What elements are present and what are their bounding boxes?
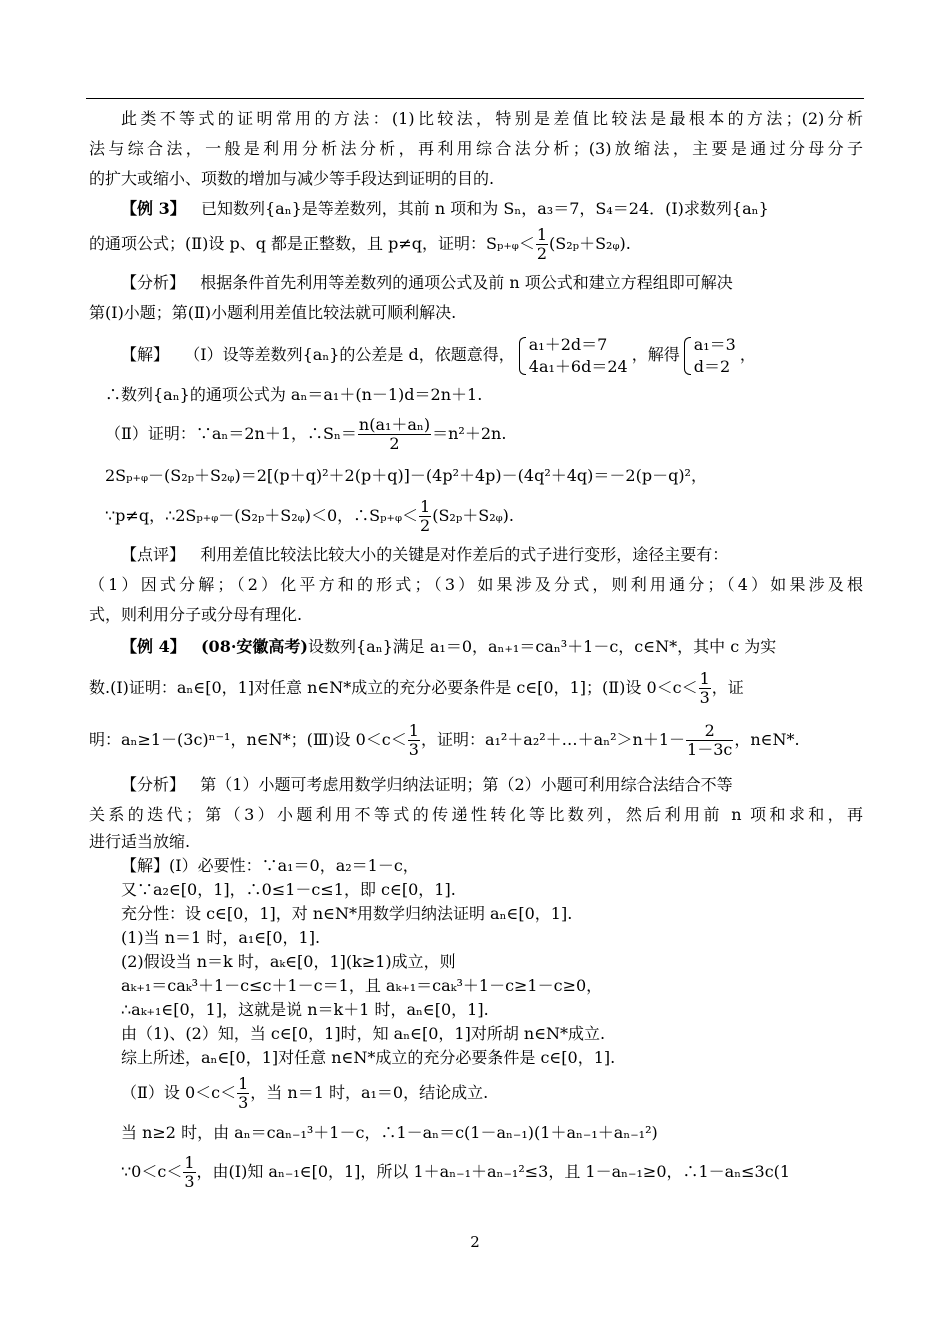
comment-3-line-2: （1）因式分解；（2）化平方和的形式；（3）如果涉及分式，则利用通分；（4）如果涉及根	[89, 575, 863, 594]
fraction-numerator: 1	[699, 668, 710, 688]
analysis-4-text: 第（1）小题可考虑用数学归纳法证明；第（2）小题可利用综合法结合不等	[200, 775, 733, 794]
fraction-denominator: 3	[699, 688, 710, 707]
solution-4-text: ，当 n＝1 时，a₁＝0，结论成立.	[250, 1083, 489, 1102]
example-4-text: ，证	[711, 678, 744, 697]
fraction	[183, 1154, 195, 1192]
example-4-line-3	[89, 714, 863, 766]
fraction	[358, 416, 431, 454]
analysis-3-line-1	[89, 268, 863, 298]
example-3-line-2	[89, 224, 863, 264]
example-4-text: ，证明：a₁²＋a₂²＋…＋aₙ²＞n＋1－	[420, 730, 686, 749]
fraction-denominator: 3	[408, 740, 419, 759]
fraction-denominator: 2	[389, 434, 400, 453]
analysis-3-tag: 【分析】	[121, 273, 186, 292]
page-number: 2	[470, 1233, 480, 1251]
equation: a₁＋2d＝7	[528, 334, 608, 354]
fraction	[699, 670, 711, 708]
solution-3-line-4: 2Sₚ₊ᵩ－(S₂ₚ＋S₂ᵩ)＝2[(p＋q)²＋2(p＋q)]－(4p²＋4p)－(4q²＋4q)＝－2(p－q)²，	[105, 466, 707, 485]
analysis-4-tag: 【分析】	[121, 775, 186, 794]
solution-4-part-2-line-3	[89, 1150, 863, 1194]
example-3-tag: 【例 3】	[121, 199, 186, 218]
example-3-text-3: (S₂ₚ＋S₂ᵩ).	[549, 234, 631, 253]
solution-4-line-2: 又∵a₂∈[0，1]，∴0≤1－c≤1，即 c∈[0，1].	[121, 880, 456, 899]
solution-4-line-1: 【解】(Ⅰ）必要性：∵a₁＝0，a₂＝1－c，	[121, 856, 419, 875]
example-3-text: 已知数列{aₙ}是等差数列，其前 n 项和为 Sₙ，a₃＝7，S₄＝24．(Ⅰ)求数列{aₙ}	[200, 199, 769, 218]
fraction-numerator: 1	[408, 720, 419, 740]
example-4-line-2	[89, 662, 863, 714]
fraction	[686, 722, 733, 760]
comment-3-line-1	[89, 540, 863, 570]
intro-line-1: 此类不等式的证明常用的方法：(1)比较法，特别是差值比较法是最根本的方法；(2)分析	[121, 109, 863, 128]
intro-line-3: 的扩大或缩小、项数的增加与减少等手段达到证明的目的.	[89, 169, 495, 188]
fraction-denominator: 3	[238, 1093, 249, 1112]
example-4-tag: 【例 4】	[121, 637, 186, 656]
fraction-numerator: n(a₁＋aₙ)	[358, 414, 431, 434]
example-4-line-1	[89, 632, 863, 662]
solution-3-line-1	[89, 330, 863, 380]
solution-4-text: （Ⅱ）设 0＜c＜	[121, 1083, 237, 1102]
page-content	[89, 104, 863, 1194]
analysis-3-text: 根据条件首先利用等差数列的通项公式及前 n 项公式和建立方程组即可解决	[200, 273, 733, 292]
analysis-4-line-2: 关系的迭代；第（3）小题利用不等式的传递性转化等比数列，然后利用前 n 项和求和，再	[89, 805, 863, 824]
example-3-line-1	[89, 194, 863, 224]
equation-system-1	[519, 334, 628, 378]
solution-4-part-2-line-2: 当 n≥2 时，由 aₙ＝caₙ₋₁³＋1－c，∴1－aₙ＝c(1－aₙ₋₁)(1＋aₙ₋₁＋aₙ₋₁²)	[121, 1123, 658, 1142]
solution-4-text: ，由(Ⅰ)知 aₙ₋₁∈[0，1]，所以 1＋aₙ₋₁＋aₙ₋₁²≤3，且 1－aₙ₋₁≥0，∴1－aₙ≤3c(1	[196, 1162, 791, 1181]
solution-3-text: ∵p≠q，∴2Sₚ₊ᵩ－(S₂ₚ＋S₂ᵩ)＜0，∴Sₚ₊ᵩ＜	[105, 506, 419, 525]
fraction	[536, 226, 548, 264]
fraction-numerator: 1	[536, 224, 548, 244]
equation: a₁＝3	[693, 334, 736, 354]
equation: 4a₁＋6d＝24	[528, 356, 628, 376]
solution-3-text: ＝n²＋2n.	[432, 424, 507, 443]
fraction-numerator: 1	[238, 1073, 249, 1093]
comment-3-tag: 【点评】	[121, 545, 186, 564]
fraction-denominator: 2	[420, 516, 431, 535]
fraction-denominator: 3	[184, 1172, 195, 1191]
example-4-text: 数.(Ⅰ)证明：aₙ∈[0，1]对任意 n∈N*成立的充分必要条件是 c∈[0，1]；(Ⅱ)设 0＜c＜	[89, 678, 698, 697]
solution-3-text: ，解得	[631, 345, 680, 364]
analysis-3-line-2: 第(Ⅰ)小题；第(Ⅱ)小题利用差值比较法就可顺利解决.	[89, 303, 457, 322]
intro-line-2: 法与综合法，一般是利用分析法分析，再利用综合法分析；(3)放缩法，主要是通过分母分子	[89, 139, 863, 158]
fraction	[237, 1075, 249, 1113]
comment-3-text: 利用差值比较法比较大小的关键是对作差后的式子进行变形，途径主要有：	[200, 545, 729, 564]
header-rule	[86, 98, 864, 99]
solution-4-text: ∵0＜c＜	[121, 1162, 183, 1181]
solution-4-part-2-line-1	[89, 1070, 863, 1116]
fraction	[408, 722, 420, 760]
example-4-text: 设数列{aₙ}满足 a₁＝0，aₙ₊₁＝caₙ³＋1－c，c∈N*，其中 c 为实	[307, 637, 777, 656]
solution-4-line-9: 综上所述，aₙ∈[0，1]对任意 n∈N*成立的充分必要条件是 c∈[0，1].	[121, 1048, 616, 1067]
solution-4-line-7: ∴aₖ₊₁∈[0，1]，这就是说 n＝k＋1 时，aₙ∈[0，1].	[121, 1000, 489, 1019]
solution-4-line-3: 充分性：设 c∈[0，1]，对 n∈N*用数学归纳法证明 aₙ∈[0，1].	[121, 904, 573, 923]
solution-3-line-5	[89, 494, 863, 538]
fraction-denominator: 2	[536, 244, 548, 263]
example-4-text: ，n∈N*.	[734, 730, 800, 749]
fraction-denominator: 1－3c	[687, 740, 733, 759]
solution-4-line-4: (1)当 n＝1 时，a₁∈[0，1].	[121, 928, 321, 947]
equation: d＝2	[693, 356, 731, 376]
comment-3-line-3: 式，则利用分子或分母有理化.	[89, 605, 303, 624]
analysis-4-line-3: 进行适当放缩.	[89, 832, 191, 851]
example-4-source: (08·安徽高考)	[200, 637, 308, 656]
fraction	[419, 498, 431, 536]
fraction-numerator: 1	[420, 496, 431, 516]
solution-3-text: （Ⅱ）证明：∵aₙ＝2n＋1，∴Sₙ＝	[105, 424, 357, 443]
solution-3-line-3	[89, 410, 863, 458]
solution-3-text: （Ⅰ）设等差数列{aₙ}的公差是 d，依题意得，	[184, 345, 515, 364]
solution-3-tag: 【解】	[121, 345, 170, 364]
solution-3-line-2: ∴数列{aₙ}的通项公式为 aₙ＝a₁＋(n－1)d＝2n＋1.	[105, 385, 483, 404]
example-4-text: 明：aₙ≥1－(3c)ⁿ⁻¹，n∈N*；(Ⅲ)设 0＜c＜	[89, 730, 407, 749]
solution-4-line-6: aₖ₊₁＝caₖ³＋1－c≤c＋1－c＝1，且 aₖ₊₁＝caₖ³＋1－c≥1－c≥0，	[121, 976, 603, 995]
fraction-numerator: 2	[686, 722, 733, 741]
solution-3-text: (S₂ₚ＋S₂ᵩ).	[432, 506, 514, 525]
equation-system-2	[684, 334, 736, 378]
analysis-4-line-1	[89, 770, 863, 800]
solution-4-line-5: (2)假设当 n＝k 时，aₖ∈[0，1](k≥1)成立，则	[121, 952, 456, 971]
example-3-text-2: 的通项公式；(Ⅱ)设 p、q 都是正整数，且 p≠q，证明：Sₚ₊ᵩ＜	[89, 234, 535, 253]
solution-4-line-8: 由（1)、(2）知，当 c∈[0，1]时，知 aₙ∈[0，1]对所胡 n∈N*成立.	[121, 1024, 606, 1043]
solution-3-text: ，	[739, 345, 756, 364]
fraction-numerator: 1	[184, 1152, 195, 1172]
